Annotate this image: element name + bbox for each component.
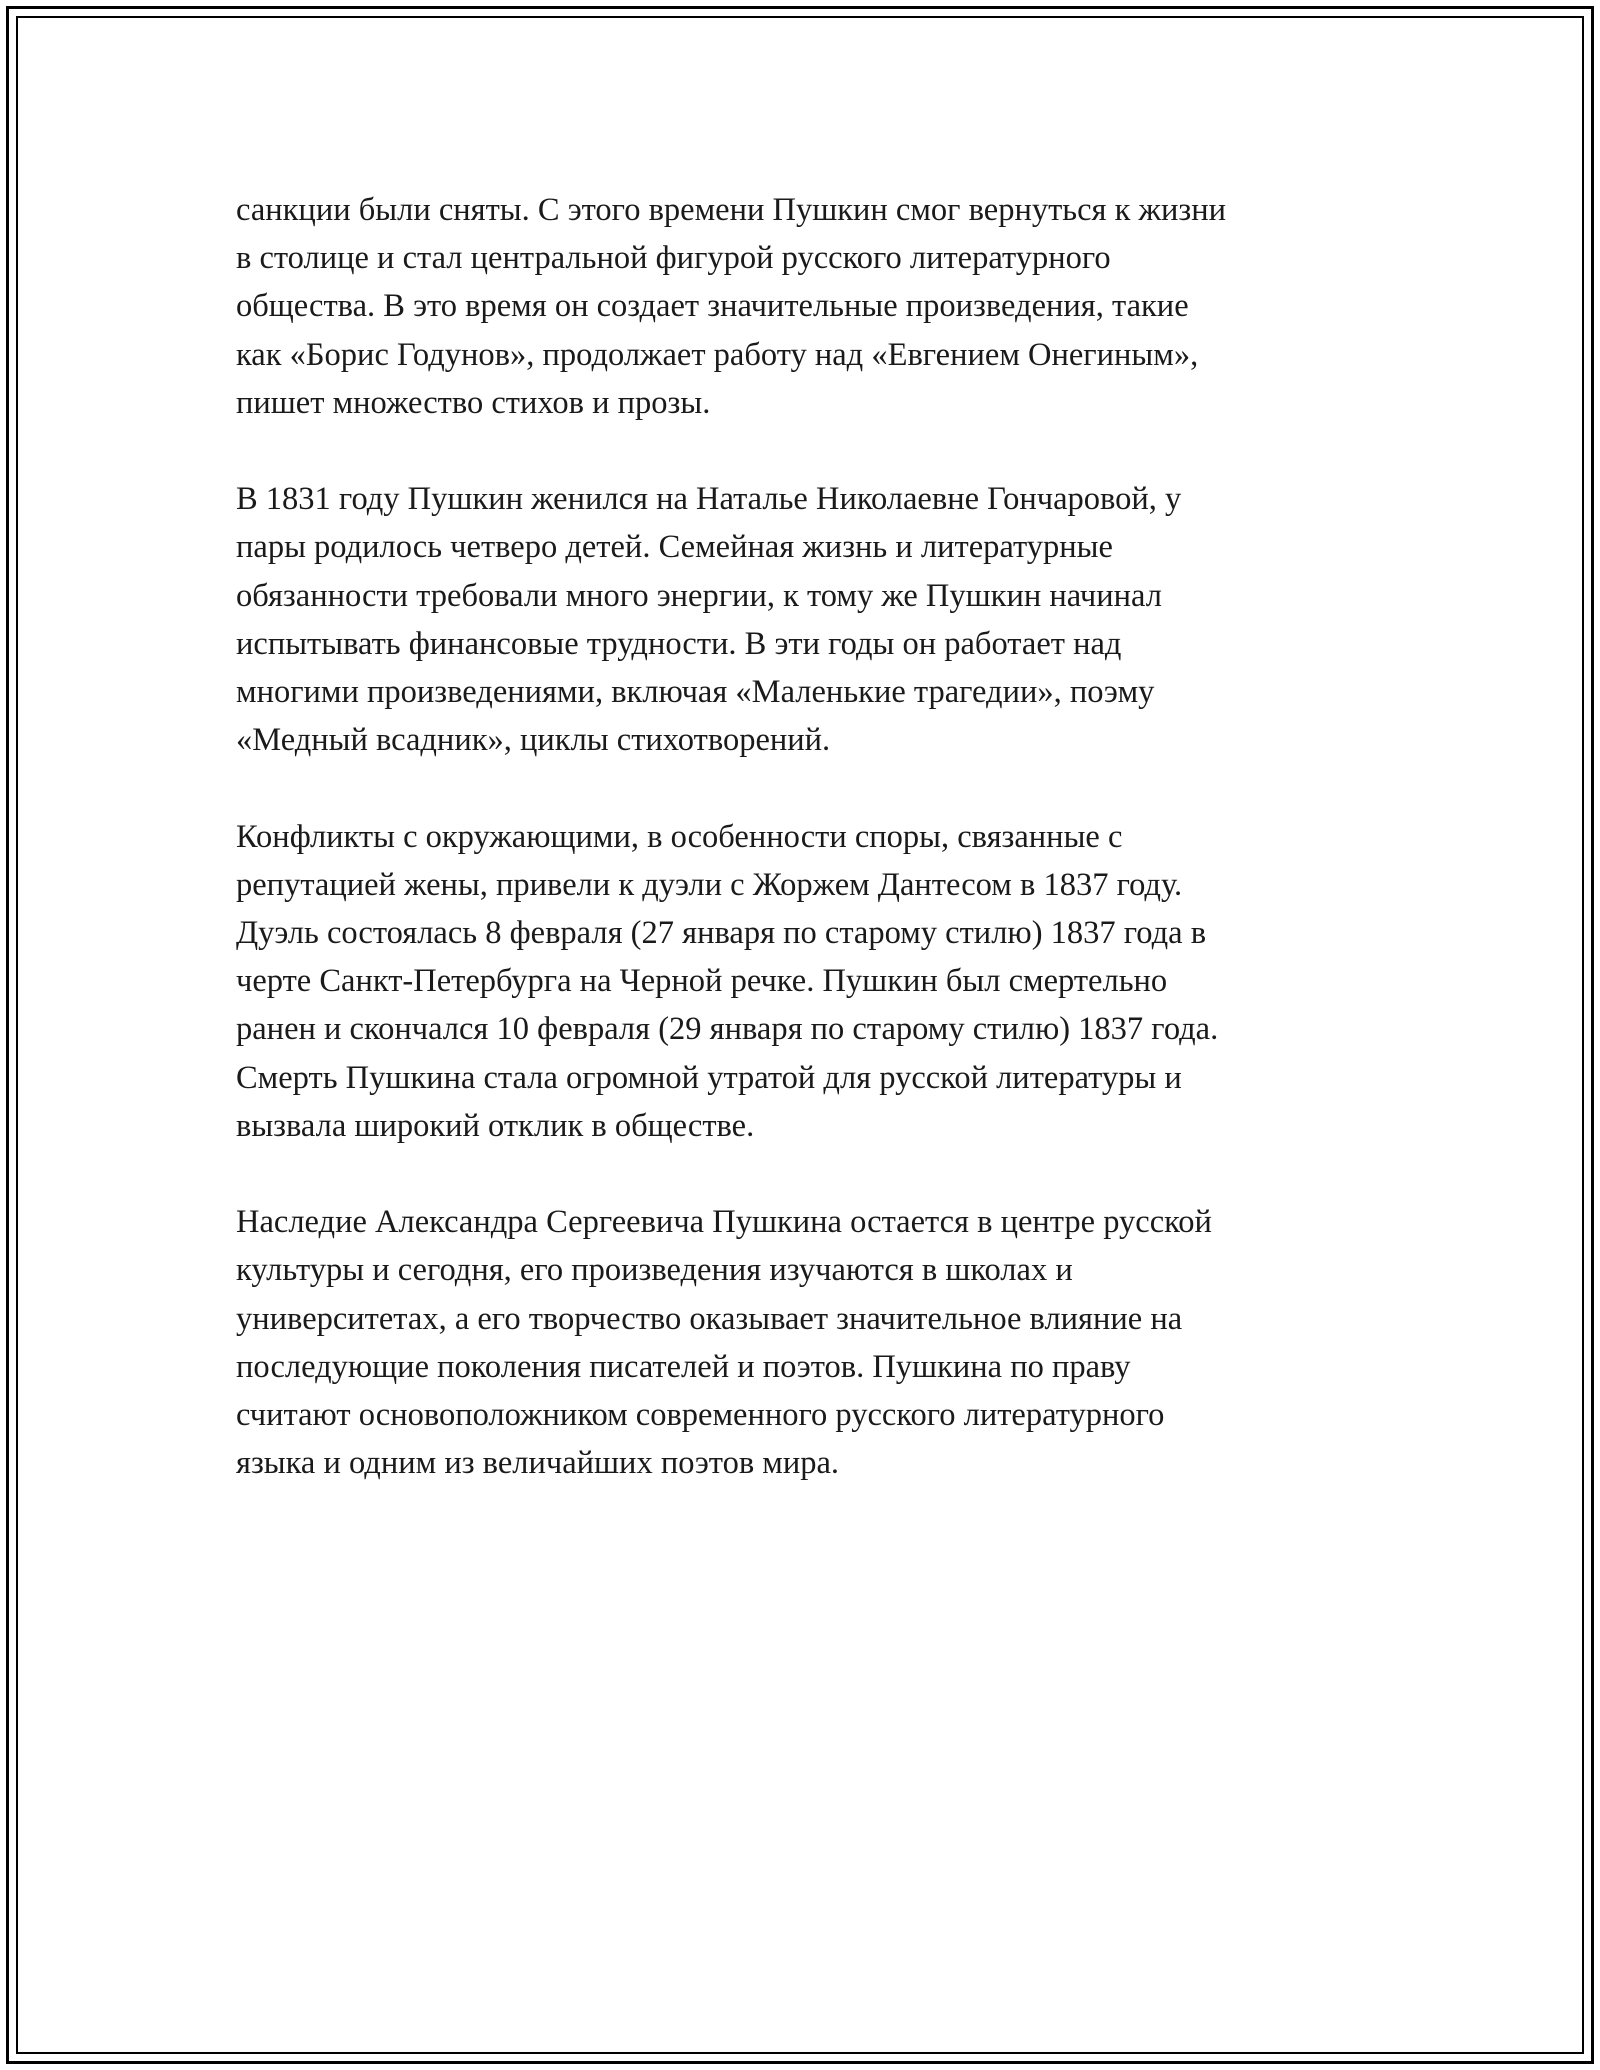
- text-line: многими произведениями, включая «Маленькие трагедии», поэму: [236, 674, 1155, 711]
- document-body: [236, 186, 1376, 1536]
- text-line: университетах, а его творчество оказывает значительное влияние на: [236, 1300, 1183, 1337]
- text-line: считают основоположником современного русского литературного: [236, 1397, 1165, 1434]
- text-line: санкции были сняты. С этого времени Пушкин смог вернуться к жизни: [236, 192, 1227, 228]
- text-line: в столице и стал центральной фигурой русского литературного: [236, 240, 1111, 277]
- text-line: общества. В это время он создает значительные произведения, такие: [236, 288, 1189, 325]
- text-line: вызвала широкий отклик в обществе.: [236, 1107, 755, 1144]
- text-line: культуры и сегодня, его произведения изучаются в школах и: [236, 1252, 1073, 1289]
- text-line: как «Борис Годунов», продолжает работу над «Евгением Онегиным»,: [236, 336, 1199, 373]
- text-line: языка и одним из величайших поэтов мира.: [236, 1445, 840, 1482]
- text-line: пары родилось четверо детей. Семейная жизнь и литературные: [236, 529, 1113, 566]
- text-line: Смерть Пушкина стала огромной утратой для русской литературы и: [236, 1059, 1182, 1096]
- text-line: Дуэль состоялась 8 февраля (27 января по старому стилю) 1837 года в: [236, 915, 1207, 952]
- paragraph-2: [236, 475, 1376, 764]
- text-line: последующие поколения писателей и поэтов. Пушкина по праву: [236, 1348, 1131, 1385]
- text-line: Наследие Александра Сергеевича Пушкина остается в центре русской: [236, 1204, 1212, 1241]
- paragraph-4: [236, 1198, 1376, 1487]
- text-line: обязанности требовали много энергии, к тому же Пушкин начинал: [236, 577, 1162, 614]
- text-line: В 1831 году Пушкин женился на Наталье Николаевне Гончаровой, у: [236, 481, 1182, 518]
- text-line: Конфликты с окружающими, в особенности споры, связанные с: [236, 818, 1123, 855]
- text-line: испытывать финансовые трудности. В эти годы он работает над: [236, 625, 1122, 662]
- text-line: ранен и скончался 10 февраля (29 января по старому стилю) 1837 года.: [236, 1011, 1219, 1048]
- text-line: «Медный всадник», циклы стихотворений.: [236, 722, 831, 759]
- paragraph-1: [236, 186, 1376, 427]
- text-line: черте Санкт-Петербурга на Черной речке. Пушкин был смертельно: [236, 963, 1168, 1000]
- paragraph-3: [236, 813, 1376, 1150]
- text-line: пишет множество стихов и прозы.: [236, 384, 711, 421]
- text-line: репутацией жены, привели к дуэли с Жоржем Дантесом в 1837 году.: [236, 866, 1183, 903]
